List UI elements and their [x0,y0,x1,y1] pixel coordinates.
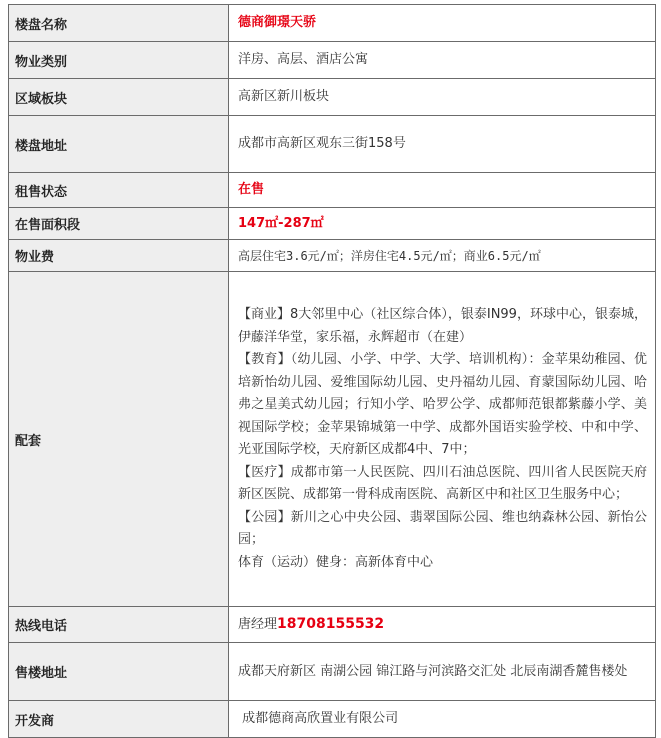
row-label: 物业费 [9,240,229,272]
facilities-value [229,272,656,607]
area-range-value: 147㎡-287㎡ [229,208,656,240]
row-label: 热线电话 [9,607,229,643]
row-label: 楼盘地址 [9,116,229,173]
row-label: 在售面积段 [9,208,229,240]
row-label: 租售状态 [9,173,229,208]
hotline-value [229,607,656,643]
row-label: 物业类别 [9,42,229,79]
property-fee-value: 高层住宅3.6元/㎡；洋房住宅4.5元/㎡；商业6.5元/㎡ [229,240,656,272]
district-value: 高新区新川板块 [229,79,656,116]
table-row [9,79,656,116]
row-label: 配套 [9,272,229,607]
table-row [9,607,656,643]
table-row [9,643,656,701]
developer-value: 成都德商高欣置业有限公司 [229,701,656,738]
property-name-value: 德商御璟天骄 [229,5,656,42]
sports-paragraph: 体育（运动）健身：高新体育中心 [238,554,434,570]
property-info-page [8,4,656,738]
table-row [9,173,656,208]
row-label: 售楼地址 [9,643,229,701]
row-label: 区域板块 [9,79,229,116]
phone-number[interactable]: 18708155532 [277,616,385,632]
address-value: 成都市高新区观东三街158号 [229,116,656,173]
property-type-value: 洋房、高层、酒店公寓 [229,42,656,79]
commerce-paragraph: 【商业】8大邻里中心（社区综合体），银泰IN99，环球中心，银泰城，伊藤洋华堂，家乐福，永辉超市（在建） [238,307,647,345]
table-row [9,240,656,272]
table-row [9,116,656,173]
table-row [9,701,656,738]
table-row [9,272,656,607]
table-row [9,208,656,240]
table-row [9,42,656,79]
row-label: 楼盘名称 [9,5,229,42]
medical-paragraph: 【医疗】成都市第一人民医院、四川石油总医院、四川省人民医院天府新区医院、成都第一骨科成南医院、高新区中和社区卫生服务中心； [238,464,647,502]
row-label: 开发商 [9,701,229,738]
table-row [9,5,656,42]
sale-status-value: 在售 [229,173,656,208]
sales-address-value: 成都天府新区 南湖公园 锦江路与河滨路交汇处 北辰南湖香麓售楼处 [229,643,656,701]
park-paragraph: 【公园】新川之心中央公园、翡翠国际公园、维也纳森林公园、新怡公园； [238,509,647,547]
contact-name: 唐经理 [238,617,278,632]
education-paragraph: 【教育】（幼儿园、小学、中学、大学、培训机构）：金苹果幼稚园、优培新怡幼儿园、爱维国际幼儿园、史丹福幼儿园、育蒙国际幼儿园、哈弗之星美式幼儿园；行知小学、哈罗公学、成都师范银都紫藤小学、美视国际学校；金苹果锦城第一中学、成都外国语实验学校、中和中学、光亚国际学校，天府新区成都4中、7中； [238,352,647,457]
property-info-table [8,4,656,738]
